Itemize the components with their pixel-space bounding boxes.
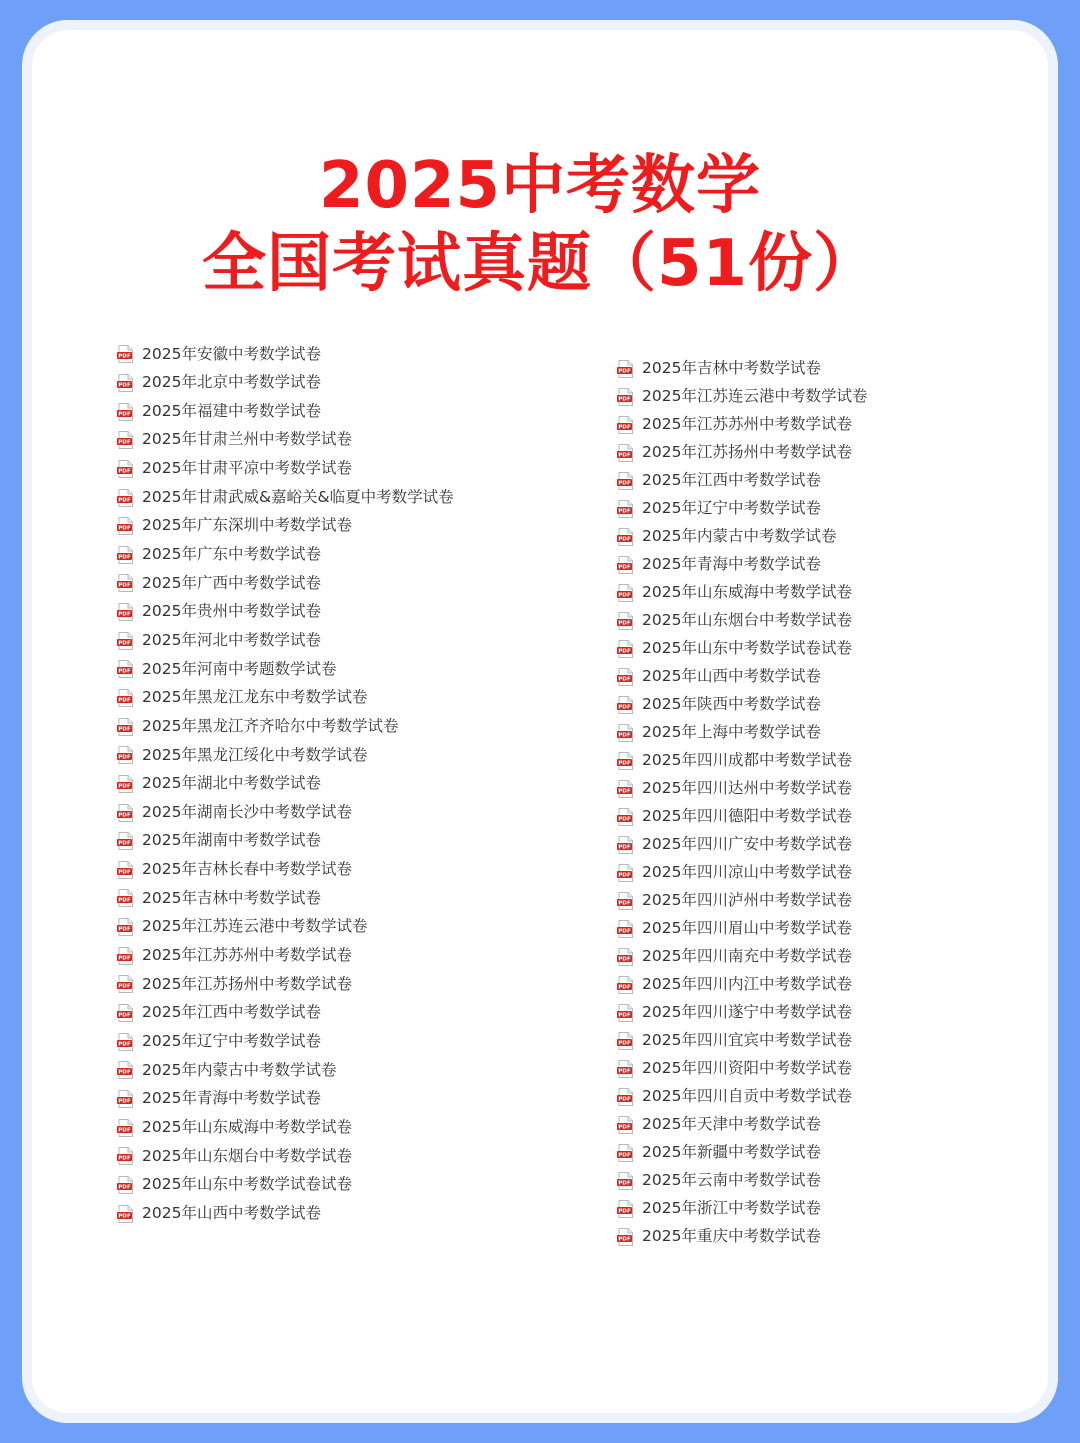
svg-text:PDF: PDF bbox=[118, 439, 131, 446]
pdf-file-icon bbox=[617, 752, 634, 770]
svg-text:PDF: PDF bbox=[118, 640, 131, 647]
svg-text:PDF: PDF bbox=[618, 872, 631, 879]
file-item[interactable] bbox=[617, 747, 867, 775]
svg-text:PDF: PDF bbox=[618, 564, 631, 571]
svg-text:PDF: PDF bbox=[118, 1012, 131, 1019]
file-name: 2025年辽宁中考数学试卷 bbox=[142, 1031, 321, 1050]
svg-text:PDF: PDF bbox=[118, 1213, 131, 1220]
pdf-file-icon bbox=[617, 836, 634, 854]
file-name: 2025年山东中考数学试卷试卷 bbox=[142, 1175, 352, 1194]
svg-text:PDF: PDF bbox=[118, 497, 131, 504]
file-item[interactable] bbox=[617, 607, 867, 635]
file-item[interactable] bbox=[617, 635, 867, 663]
file-name: 2025年广西中考数学试卷 bbox=[142, 573, 321, 592]
file-name: 2025年河南中考题数学试卷 bbox=[142, 659, 337, 678]
file-name: 2025年江苏扬州中考数学试卷 bbox=[642, 443, 852, 462]
file-name: 2025年江苏扬州中考数学试卷 bbox=[142, 974, 352, 993]
svg-text:PDF: PDF bbox=[618, 1180, 631, 1187]
file-item[interactable] bbox=[617, 831, 867, 859]
page-title-line2: 全国考试真题（51份） bbox=[201, 227, 879, 301]
pdf-file-icon bbox=[117, 718, 134, 736]
file-name: 2025年四川南充中考数学试卷 bbox=[642, 947, 852, 966]
file-name: 2025年吉林中考数学试卷 bbox=[642, 359, 821, 378]
file-item[interactable] bbox=[117, 426, 454, 455]
file-name: 2025年四川达州中考数学试卷 bbox=[642, 779, 852, 798]
file-list-right bbox=[617, 355, 867, 1251]
file-item[interactable] bbox=[117, 1142, 454, 1171]
svg-text:PDF: PDF bbox=[618, 1096, 631, 1103]
file-item[interactable] bbox=[617, 355, 867, 383]
pdf-file-icon bbox=[117, 918, 134, 936]
file-item[interactable] bbox=[617, 971, 867, 999]
file-name: 2025年江苏连云港中考数学试卷 bbox=[642, 387, 868, 406]
file-name: 2025年江苏苏州中考数学试卷 bbox=[642, 415, 852, 434]
svg-text:PDF: PDF bbox=[618, 508, 631, 515]
file-list-left bbox=[117, 340, 454, 1228]
svg-text:PDF: PDF bbox=[118, 726, 131, 733]
file-item[interactable] bbox=[617, 1027, 867, 1055]
pdf-file-icon bbox=[617, 780, 634, 798]
svg-text:PDF: PDF bbox=[618, 480, 631, 487]
file-item[interactable] bbox=[117, 1113, 454, 1142]
file-name: 2025年山东中考数学试卷试卷 bbox=[642, 639, 852, 658]
file-item[interactable] bbox=[117, 626, 454, 655]
pdf-file-icon bbox=[617, 612, 634, 630]
pdf-file-icon bbox=[117, 975, 134, 993]
file-name: 2025年山西中考数学试卷 bbox=[642, 667, 821, 686]
pdf-file-icon bbox=[617, 1116, 634, 1134]
svg-text:PDF: PDF bbox=[118, 611, 131, 618]
svg-text:PDF: PDF bbox=[618, 956, 631, 963]
file-name: 2025年内蒙古中考数学试卷 bbox=[142, 1060, 337, 1079]
page-title-line1: 2025中考数学 bbox=[318, 149, 762, 223]
file-item[interactable] bbox=[117, 741, 454, 770]
file-name: 2025年四川德阳中考数学试卷 bbox=[642, 807, 852, 826]
file-name: 2025年山东威海中考数学试卷 bbox=[642, 583, 852, 602]
file-name: 2025年四川宜宾中考数学试卷 bbox=[642, 1031, 852, 1050]
svg-text:PDF: PDF bbox=[118, 1098, 131, 1105]
pdf-file-icon bbox=[617, 444, 634, 462]
svg-text:PDF: PDF bbox=[618, 1208, 631, 1215]
svg-text:PDF: PDF bbox=[618, 452, 631, 459]
svg-text:PDF: PDF bbox=[118, 411, 131, 418]
svg-text:PDF: PDF bbox=[618, 1012, 631, 1019]
svg-text:PDF: PDF bbox=[118, 926, 131, 933]
file-item[interactable] bbox=[117, 1199, 454, 1228]
svg-text:PDF: PDF bbox=[618, 424, 631, 431]
pdf-file-icon bbox=[117, 832, 134, 850]
svg-text:PDF: PDF bbox=[118, 554, 131, 561]
file-item[interactable] bbox=[117, 598, 454, 627]
svg-text:PDF: PDF bbox=[118, 1184, 131, 1191]
svg-text:PDF: PDF bbox=[118, 668, 131, 675]
file-item[interactable] bbox=[117, 1171, 454, 1200]
file-item[interactable] bbox=[117, 340, 454, 369]
file-name: 2025年湖南长沙中考数学试卷 bbox=[142, 802, 352, 821]
file-item[interactable] bbox=[617, 663, 867, 691]
file-name: 2025年青海中考数学试卷 bbox=[142, 1089, 321, 1108]
file-item[interactable] bbox=[617, 775, 867, 803]
file-name: 2025年四川遂宁中考数学试卷 bbox=[642, 1003, 852, 1022]
pdf-file-icon bbox=[117, 431, 134, 449]
svg-text:PDF: PDF bbox=[118, 898, 131, 905]
file-item[interactable] bbox=[117, 856, 454, 885]
pdf-file-icon bbox=[617, 584, 634, 602]
file-name: 2025年广东中考数学试卷 bbox=[142, 545, 321, 564]
svg-text:PDF: PDF bbox=[618, 396, 631, 403]
file-name: 2025年山东烟台中考数学试卷 bbox=[142, 1146, 352, 1165]
file-item[interactable] bbox=[617, 1055, 867, 1083]
file-item[interactable] bbox=[117, 540, 454, 569]
svg-text:PDF: PDF bbox=[118, 955, 131, 962]
svg-text:PDF: PDF bbox=[618, 844, 631, 851]
file-name: 2025年吉林长春中考数学试卷 bbox=[142, 860, 352, 879]
pdf-file-icon bbox=[617, 528, 634, 546]
file-item[interactable] bbox=[617, 383, 867, 411]
pdf-file-icon bbox=[617, 696, 634, 714]
pdf-file-icon bbox=[117, 489, 134, 507]
pdf-file-icon bbox=[117, 546, 134, 564]
pdf-file-icon bbox=[617, 500, 634, 518]
file-name: 2025年四川成都中考数学试卷 bbox=[642, 751, 852, 770]
svg-text:PDF: PDF bbox=[118, 812, 131, 819]
pdf-file-icon bbox=[117, 1090, 134, 1108]
pdf-file-icon bbox=[617, 1172, 634, 1190]
pdf-file-icon bbox=[617, 668, 634, 686]
file-name: 2025年辽宁中考数学试卷 bbox=[642, 499, 821, 518]
pdf-file-icon bbox=[117, 1004, 134, 1022]
pdf-file-icon bbox=[117, 632, 134, 650]
pdf-file-icon bbox=[117, 460, 134, 478]
svg-text:PDF: PDF bbox=[618, 1236, 631, 1243]
svg-text:PDF: PDF bbox=[618, 788, 631, 795]
svg-text:PDF: PDF bbox=[118, 1127, 131, 1134]
file-name: 2025年贵州中考数学试卷 bbox=[142, 602, 321, 621]
pdf-file-icon bbox=[617, 1060, 634, 1078]
pdf-file-icon bbox=[617, 1032, 634, 1050]
file-item[interactable] bbox=[117, 512, 454, 541]
file-item[interactable] bbox=[617, 551, 867, 579]
svg-text:PDF: PDF bbox=[618, 620, 631, 627]
file-item[interactable] bbox=[617, 439, 867, 467]
file-name: 2025年山西中考数学试卷 bbox=[142, 1203, 321, 1222]
file-name: 2025年山东威海中考数学试卷 bbox=[142, 1117, 352, 1136]
pdf-file-icon bbox=[117, 1176, 134, 1194]
file-item[interactable] bbox=[617, 803, 867, 831]
file-item[interactable] bbox=[617, 1111, 867, 1139]
pdf-file-icon bbox=[617, 1144, 634, 1162]
file-item[interactable] bbox=[117, 569, 454, 598]
pdf-file-icon bbox=[117, 1119, 134, 1137]
file-item[interactable] bbox=[617, 1195, 867, 1223]
file-item[interactable] bbox=[617, 1083, 867, 1111]
pdf-file-icon bbox=[117, 1061, 134, 1079]
svg-text:PDF: PDF bbox=[118, 1069, 131, 1076]
svg-text:PDF: PDF bbox=[618, 592, 631, 599]
file-name: 2025年福建中考数学试卷 bbox=[142, 401, 321, 420]
file-item[interactable] bbox=[117, 970, 454, 999]
pdf-file-icon bbox=[117, 603, 134, 621]
pdf-file-icon bbox=[617, 1200, 634, 1218]
pdf-file-icon bbox=[117, 660, 134, 678]
pdf-file-icon bbox=[617, 892, 634, 910]
file-name: 2025年甘肃兰州中考数学试卷 bbox=[142, 430, 352, 449]
file-name: 2025年甘肃武威&嘉峪关&临夏中考数学试卷 bbox=[142, 487, 454, 506]
svg-text:PDF: PDF bbox=[118, 783, 131, 790]
file-name: 2025年青海中考数学试卷 bbox=[642, 555, 821, 574]
pdf-file-icon bbox=[617, 416, 634, 434]
file-name: 2025年四川广安中考数学试卷 bbox=[642, 835, 852, 854]
file-name: 2025年湖南中考数学试卷 bbox=[142, 831, 321, 850]
file-item[interactable] bbox=[617, 1139, 867, 1167]
file-name: 2025年黑龙江齐齐哈尔中考数学试卷 bbox=[142, 716, 399, 735]
file-name: 2025年江苏苏州中考数学试卷 bbox=[142, 946, 352, 965]
pdf-file-icon bbox=[117, 1033, 134, 1051]
pdf-file-icon bbox=[117, 374, 134, 392]
pdf-file-icon bbox=[617, 388, 634, 406]
file-item[interactable] bbox=[117, 483, 454, 512]
pdf-file-icon bbox=[617, 1228, 634, 1246]
file-item[interactable] bbox=[617, 467, 867, 495]
pdf-file-icon bbox=[117, 1147, 134, 1165]
file-item[interactable] bbox=[117, 455, 454, 484]
file-item[interactable] bbox=[117, 913, 454, 942]
svg-text:PDF: PDF bbox=[118, 984, 131, 991]
pdf-file-icon bbox=[617, 808, 634, 826]
file-name: 2025年四川眉山中考数学试卷 bbox=[642, 919, 852, 938]
svg-text:PDF: PDF bbox=[618, 536, 631, 543]
file-item[interactable] bbox=[117, 941, 454, 970]
svg-text:PDF: PDF bbox=[618, 704, 631, 711]
pdf-file-icon bbox=[117, 861, 134, 879]
svg-text:PDF: PDF bbox=[618, 984, 631, 991]
file-item[interactable] bbox=[117, 798, 454, 827]
file-name: 2025年四川泸州中考数学试卷 bbox=[642, 891, 852, 910]
pdf-file-icon bbox=[117, 746, 134, 764]
file-item[interactable] bbox=[117, 827, 454, 856]
file-item[interactable] bbox=[117, 1056, 454, 1085]
svg-text:PDF: PDF bbox=[118, 382, 131, 389]
pdf-file-icon bbox=[617, 640, 634, 658]
pdf-file-icon bbox=[617, 976, 634, 994]
svg-text:PDF: PDF bbox=[118, 1155, 131, 1162]
pdf-file-icon bbox=[117, 403, 134, 421]
svg-text:PDF: PDF bbox=[118, 583, 131, 590]
file-name: 2025年广东深圳中考数学试卷 bbox=[142, 516, 352, 535]
svg-text:PDF: PDF bbox=[618, 928, 631, 935]
file-name: 2025年四川凉山中考数学试卷 bbox=[642, 863, 852, 882]
file-name: 2025年河北中考数学试卷 bbox=[142, 630, 321, 649]
file-item[interactable] bbox=[117, 1085, 454, 1114]
svg-text:PDF: PDF bbox=[118, 525, 131, 532]
pdf-file-icon bbox=[617, 1088, 634, 1106]
file-item[interactable] bbox=[617, 1223, 867, 1251]
file-name: 2025年浙江中考数学试卷 bbox=[642, 1199, 821, 1218]
file-item[interactable] bbox=[617, 999, 867, 1027]
file-name: 2025年甘肃平凉中考数学试卷 bbox=[142, 459, 352, 478]
file-item[interactable] bbox=[117, 770, 454, 799]
file-name: 2025年陕西中考数学试卷 bbox=[642, 695, 821, 714]
file-name: 2025年吉林中考数学试卷 bbox=[142, 888, 321, 907]
svg-text:PDF: PDF bbox=[618, 648, 631, 655]
pdf-file-icon bbox=[117, 574, 134, 592]
pdf-file-icon bbox=[117, 1205, 134, 1223]
file-name: 2025年天津中考数学试卷 bbox=[642, 1115, 821, 1134]
file-name: 2025年江西中考数学试卷 bbox=[642, 471, 821, 490]
svg-text:PDF: PDF bbox=[618, 1124, 631, 1131]
file-item[interactable] bbox=[617, 887, 867, 915]
file-name: 2025年江西中考数学试卷 bbox=[142, 1003, 321, 1022]
file-item[interactable] bbox=[117, 655, 454, 684]
file-item[interactable] bbox=[617, 915, 867, 943]
svg-text:PDF: PDF bbox=[618, 368, 631, 375]
svg-text:PDF: PDF bbox=[118, 353, 131, 360]
svg-text:PDF: PDF bbox=[618, 1040, 631, 1047]
svg-text:PDF: PDF bbox=[618, 1152, 631, 1159]
svg-text:PDF: PDF bbox=[118, 869, 131, 876]
file-name: 2025年四川内江中考数学试卷 bbox=[642, 975, 852, 994]
pdf-file-icon bbox=[117, 947, 134, 965]
file-name: 2025年云南中考数学试卷 bbox=[642, 1171, 821, 1190]
file-item[interactable] bbox=[117, 684, 454, 713]
file-name: 2025年黑龙江绥化中考数学试卷 bbox=[142, 745, 368, 764]
file-name: 2025年黑龙江龙东中考数学试卷 bbox=[142, 688, 368, 707]
svg-text:PDF: PDF bbox=[118, 840, 131, 847]
pdf-file-icon bbox=[617, 472, 634, 490]
svg-text:PDF: PDF bbox=[618, 676, 631, 683]
file-item[interactable] bbox=[617, 943, 867, 971]
file-name: 2025年上海中考数学试卷 bbox=[642, 723, 821, 742]
file-item[interactable] bbox=[117, 884, 454, 913]
pdf-file-icon bbox=[617, 864, 634, 882]
file-item[interactable] bbox=[617, 579, 867, 607]
file-item[interactable] bbox=[117, 712, 454, 741]
pdf-file-icon bbox=[617, 920, 634, 938]
file-name: 2025年湖北中考数学试卷 bbox=[142, 774, 321, 793]
file-name: 2025年山东烟台中考数学试卷 bbox=[642, 611, 852, 630]
file-name: 2025年北京中考数学试卷 bbox=[142, 373, 321, 392]
pdf-file-icon bbox=[617, 360, 634, 378]
file-name: 2025年四川自贡中考数学试卷 bbox=[642, 1087, 852, 1106]
pdf-file-icon bbox=[617, 724, 634, 742]
svg-text:PDF: PDF bbox=[118, 754, 131, 761]
pdf-file-icon bbox=[117, 345, 134, 363]
svg-text:PDF: PDF bbox=[618, 732, 631, 739]
pdf-file-icon bbox=[117, 689, 134, 707]
file-item[interactable] bbox=[617, 495, 867, 523]
file-item[interactable] bbox=[617, 691, 867, 719]
pdf-file-icon bbox=[117, 775, 134, 793]
pdf-file-icon bbox=[617, 556, 634, 574]
file-name: 2025年四川资阳中考数学试卷 bbox=[642, 1059, 852, 1078]
file-name: 2025年内蒙古中考数学试卷 bbox=[642, 527, 837, 546]
svg-text:PDF: PDF bbox=[118, 1041, 131, 1048]
file-item[interactable] bbox=[117, 369, 454, 398]
pdf-file-icon bbox=[617, 1004, 634, 1022]
svg-text:PDF: PDF bbox=[618, 1068, 631, 1075]
file-name: 2025年江苏连云港中考数学试卷 bbox=[142, 917, 368, 936]
file-item[interactable] bbox=[117, 1027, 454, 1056]
svg-text:PDF: PDF bbox=[118, 468, 131, 475]
svg-text:PDF: PDF bbox=[618, 900, 631, 907]
svg-text:PDF: PDF bbox=[618, 816, 631, 823]
pdf-file-icon bbox=[617, 948, 634, 966]
file-item[interactable] bbox=[617, 523, 867, 551]
file-item[interactable] bbox=[117, 999, 454, 1028]
svg-text:PDF: PDF bbox=[618, 760, 631, 767]
svg-text:PDF: PDF bbox=[118, 697, 131, 704]
file-item[interactable] bbox=[617, 1167, 867, 1195]
file-name: 2025年重庆中考数学试卷 bbox=[642, 1227, 821, 1246]
file-item[interactable] bbox=[617, 859, 867, 887]
file-item[interactable] bbox=[117, 397, 454, 426]
pdf-file-icon bbox=[117, 804, 134, 822]
file-name: 2025年新疆中考数学试卷 bbox=[642, 1143, 821, 1162]
file-item[interactable] bbox=[617, 719, 867, 747]
pdf-file-icon bbox=[117, 517, 134, 535]
pdf-file-icon bbox=[117, 889, 134, 907]
file-item[interactable] bbox=[617, 411, 867, 439]
file-name: 2025年安徽中考数学试卷 bbox=[142, 344, 321, 363]
